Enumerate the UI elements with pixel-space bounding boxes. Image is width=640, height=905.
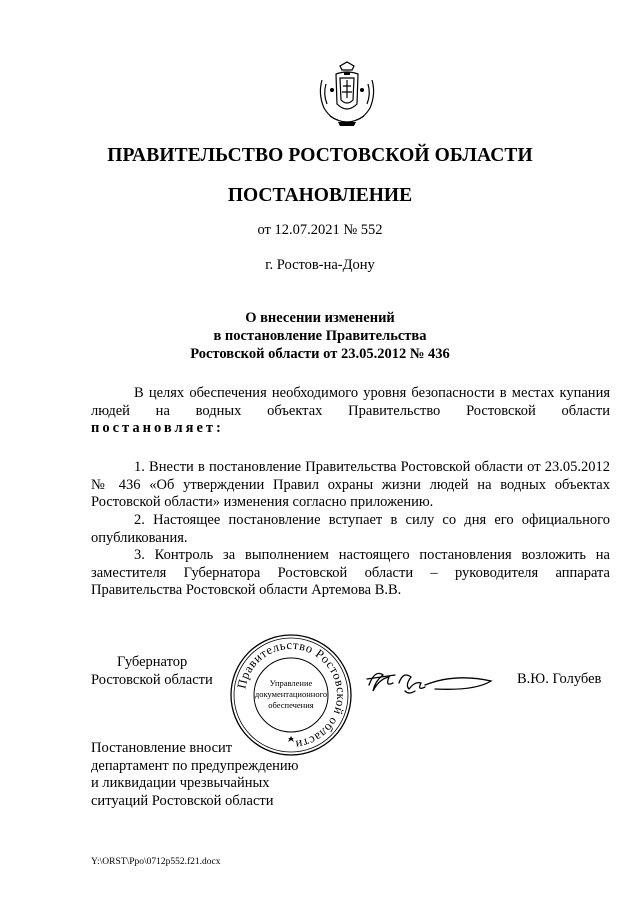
clause-2: 2. Настоящее постановление вступает в силу со дня его официального опубликования. (91, 512, 610, 546)
signatory-title-line: Ростовской области (91, 672, 213, 688)
note-line: ситуаций Ростовской области (91, 792, 274, 809)
document-subject (0, 309, 640, 363)
document-type: ПОСТАНОВЛЕНИЕ (227, 185, 413, 206)
handwritten-signature (365, 661, 495, 697)
file-path-footer: Y:\ORST\Ppo\0712p552.f21.docx (91, 857, 221, 867)
subject-line: О внесении изменений (245, 310, 395, 326)
subject-line: Ростовской области от 23.05.2012 № 436 (190, 346, 450, 362)
document-date-number: от 12.07.2021 № 552 (257, 222, 383, 238)
clause-1: 1. Внести в постановление Правительства Ростовской области от 23.05.2012 № 436 «Об утверждении Правил охраны жизни людей на водных объектах Ростовской области» изменения согласно приложению. (91, 459, 610, 511)
clause-3: 3. Контроль за выполнением настоящего постановления возложить на заместителя Губернатора Ростовской области – руководителя аппарата Правительства Ростовской области Артемова В.В. (91, 547, 610, 599)
stamp-inner-line: обеспечения (268, 700, 314, 710)
signatory-title-line: Губернатор (117, 654, 188, 670)
stamp-inner-line: Управление (269, 678, 313, 688)
stamp-inner-line: документационного (254, 689, 328, 699)
decree-word: постановляет: (91, 420, 224, 437)
preamble-text: В целях обеспечения необходимого уровня безопасности в местах купания людей на водных объектах Правительство Ростовской области (91, 385, 610, 419)
document-city: г. Ростов-на-Дону (265, 257, 375, 273)
preamble-paragraph (91, 385, 610, 438)
coat-of-arms-emblem (316, 60, 378, 130)
subject-line: в постановление Правительства (213, 328, 427, 344)
note-line: департамент по предупреждению (91, 757, 299, 774)
signatory-title (91, 653, 213, 689)
stamp-ring-text: Правительство Ростовской области (234, 637, 349, 752)
note-line: и ликвидации чрезвычайных (91, 775, 270, 792)
government-title: ПРАВИТЕЛЬСТВО РОСТОВСКОЙ ОБЛАСТИ (107, 145, 533, 166)
submitted-by-note (91, 740, 299, 810)
note-line: Постановление вносит (91, 740, 233, 756)
signatory-name: В.Ю. Голубев (517, 671, 602, 687)
